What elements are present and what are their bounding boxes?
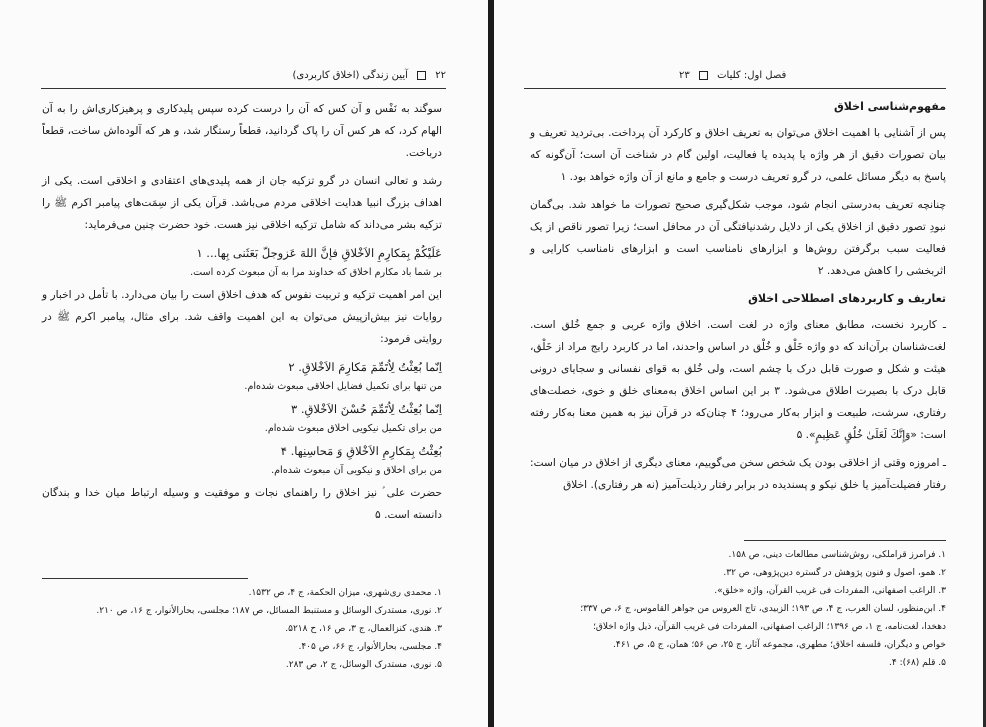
section-heading: تعاریف و کاربردهای اصطلاحی اخلاق [748,292,946,305]
footnote: ۲. همو، اصول و فنون پژوهش در گستره دین‌پژوهی، ص ۳۲. [723,568,946,578]
left-body [42,98,442,532]
hadith-translation: بر شما باد مکارم اخلاق که خداوند مرا به آن مبعوث کرده است. [190,267,442,278]
body-paragraph: ـ کاربرد نخست، مطابق معنای واژه در لغت است. اخلاق واژه عربی و جمع خُلق است. لغت‌شناسان برآن‌اند که دو واژه خَلْق و خُلْق در اساس واحدند، اما در کاربرد رایج مراد از خَلْق، هیئت و شکل و صورت قابل درک با چشم است، ولی خُلق به قوای نفسانی و سجایای درونی قابل درک با بصیرت اطلاق می‌شود. ۳ بر این اساس اخلاق به‌معنای خلق و خوی، خصلت‌های رفتاری، سرشت، طبیعت و ابزار به‌کار می‌رود؛ ۴ چنان‌که در قرآن نیز به همین معنا به‌کار رفته است: «وَإِنَّكَ لَعَلَىٰ خُلُقٍ عَظِيمٍ». ۵ [530,319,946,441]
square-ornament-icon [699,71,708,80]
body-paragraph: پس از آشنایی با اهمیت اخلاق می‌توان به تعریف اخلاق و کارکرد آن پرداخت. بی‌تردید تعریف و بیان تصورات دقیق از هر واژه یا پدیده یا فعالیت، اولین گام در شناخت آن است؛ آن‌گونه که پاسخ به دیگر مسائل علمی، در گرو تعریف درست و جامع و مانع از آن واژه خواهد بود. ۱ [530,127,946,183]
left-page-number: ۲۲ [435,70,446,81]
narration-translation: من تنها برای تکمیل فضایل اخلاقی مبعوث شده‌ام. [244,381,442,392]
footnote: ۲. نوری، مستدرک الوسائل و مستنبط المسائل، ص ۱۸۷؛ مجلسی، بحارالأنوار، ج ۱۶، ص ۲۱۰. [96,606,442,616]
left-footnotes [42,584,442,674]
section-heading: مفهوم‌شناسی اخلاق [833,100,946,113]
header-rule [524,88,946,89]
footnote: ۴. مجلسی، بحارالأنوار، ج ۶۶، ص ۴۰۵. [298,642,442,652]
body-paragraph: چنانچه تعریف به‌درستی انجام شود، موجب شکل‌گیری صحیح تصورات ما خواهد شد. بی‌گمان نبودِ تصور دقیق از اخلاق یکی از دلایل رشدنیافتگی آن در محافل است؛ زیرا تصور ناقص از یک فعالیت سبب برگرفتن روش‌ها و ابزارهای نامناسب است و ابزارهای نامناسب کارایی و اثربخشی را کاهش می‌دهد. ۲ [530,199,946,277]
left-page [0,0,488,727]
right-body [530,96,946,502]
square-ornament-icon [417,71,426,80]
narration-translation: من برای اخلاق و نیکویی آن مبعوث شده‌ام. [271,465,442,476]
footnote: خواص و دیگران، فلسفه اخلاق؛ مطهری، مجموعه آثار، ج ۲۵، ص ۵۶؛ همان، ج ۵، ص ۴۶۱. [613,640,946,650]
header-rule [41,88,446,89]
footnote: دهخدا، لغت‌نامه، ج ۱، ص ۱۳۹۶؛ الراغب اصفهانی، المفردات فی غریب القرآن، ذیل واژه اخلاق؛ [593,622,946,632]
right-page [494,0,986,727]
right-header-chapter: فصل اول: کلیات [717,70,787,81]
body-paragraph: این امر اهمیت تزکیه و تربیت نفوس که هدف اخلاق است را بیان می‌دارد. با تأمل در اخبار و روایات نیز بیش‌ازپیش می‌توان به این اهمیت واقف شد. برای مثال، پیامبر اکرم ﷺ در روایتی فرمود: [42,289,442,345]
hadith-arabic: عَلَیْکُمْ بِمَکارِمِ الاَخْلاقِ فإنَّ اللهَ عَزوجلّ بَعَثَنی بِها... ۱ [196,246,442,260]
footnote: ۳. هندی، کنزالعمال، ج ۳، ص ۱۶، ح ۵۲۱۸. [285,624,442,634]
footnote: ۱. محمدی ری‌شهری، میزان الحکمة، ج ۴، ص ۱۵۳۲. [248,588,442,598]
right-running-header [679,70,786,81]
footnote: ۱. فرامرز قراملکی، روش‌شناسی مطالعات دینی، ص ۱۵۸. [728,550,946,560]
body-paragraph: رشد و تعالی انسان در گرو تزکیه جان از همه پلیدی‌های اعتقادی و اخلاقی است. یکی از اهداف بزرگ انبیا هدایت اخلاقی مردم می‌باشد. قرآن یکی از سِمَت‌های پیامبر اکرم ﷺ را تزکیه بشر می‌داند که شامل تزکیه اخلاقی نیز هست. خود حضرت چنین می‌فرماید: [42,175,442,231]
footnote-rule [744,540,946,541]
footnote: ۴. ابن‌منظور، لسان العرب، ج ۴، ص ۱۹۳؛ الزبیدی، تاج العروس من جواهر القاموس، ج ۶، ص ۳۳۷؛ [580,604,946,614]
footnote-rule [42,578,248,579]
narration-arabic: بُعِثْتُ بِمَکارِمِ الاَخْلاقِ وَ مَحاسِنِها. ۴ [280,444,442,458]
footnote: ۳. الراغب اصفهانی، المفردات فی غریب القرآن، واژه «خلق». [714,586,946,596]
body-paragraph: ـ امروزه وقتی از اخلاقی بودن یک شخص سخن می‌گوییم، معنای دیگری از اخلاق در میان است: رفتار فضیلت‌آمیز یا خلق نیکو و پسندیده در برابر رفتار رذیلت‌آمیز (نه هر رفتاری). اخلاق [530,457,946,491]
left-header-title: آیین زندگی (اخلاق کاربردی) [292,70,408,81]
body-paragraph: سوگند به نَفْس و آن کس که آن را درست کرده سپس پلیدکاری و پرهیزکاری‌اش را به آن الهام کرد، که هر کس آن را پاک گردانید، قطعاً رستگار شد، و هر که آلوده‌اش ساخت، قطعاً درباخت. [42,103,442,159]
narration-translation: من برای تکمیل نیکویی اخلاق مبعوث شده‌ام. [264,423,442,434]
body-paragraph: حضرت علی ؑ نیز اخلاق را راهنمای نجات و موفقیت و وسیله ارتباط میان خدا و بندگان دانسته است. ۵ [42,487,442,521]
right-page-number: ۲۳ [679,70,690,81]
left-running-header [292,70,446,81]
narration-arabic: اِنّما بُعِثْتُ لِاُتَمِّمَ حُسْنَ الاَخْلاقِ. ۳ [290,402,442,416]
right-footnotes [530,546,946,672]
footnote: ۵. نوری، مستدرک الوسائل، ج ۲، ص ۲۸۳. [285,660,442,670]
narration-arabic: اِنّما بُعِثْتُ لِاُتَمِّمَ مَکارِمَ الاَخْلاقِ. ۲ [288,360,442,374]
footnote: ۵. قلم (۶۸): ۴. [888,658,946,668]
